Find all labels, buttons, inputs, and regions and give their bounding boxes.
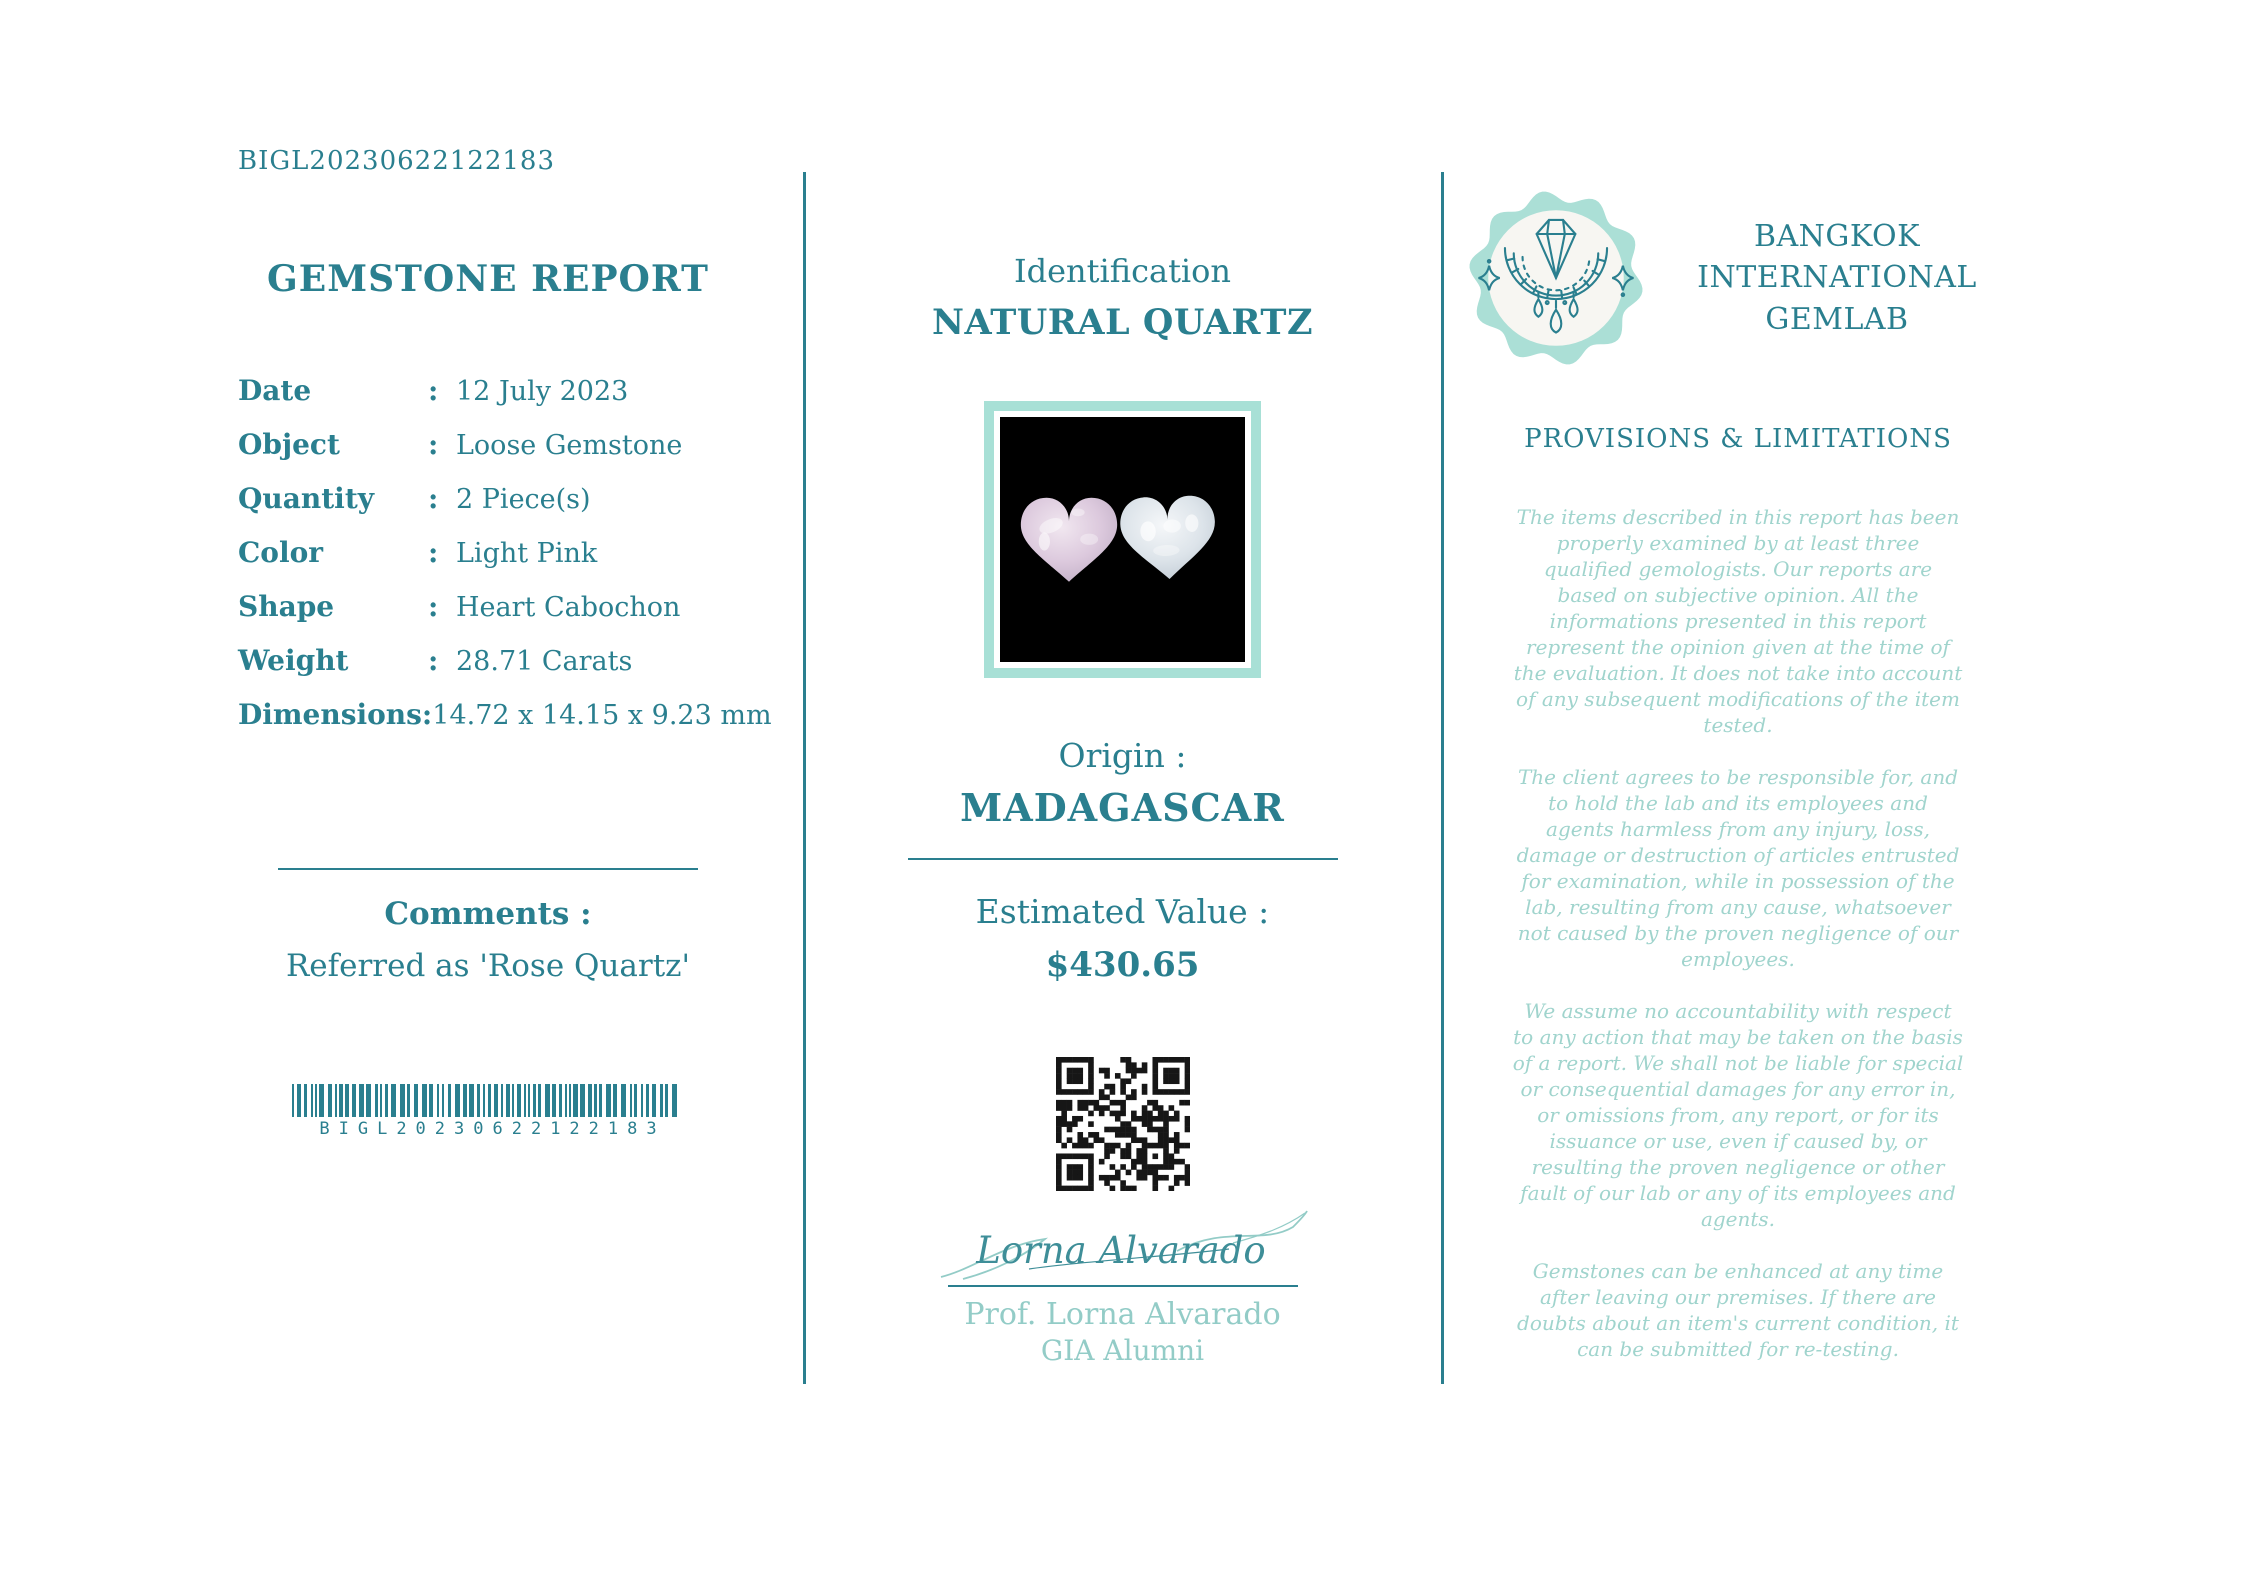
origin-heading: Origin :	[1058, 736, 1187, 775]
field-value: Light Pink	[456, 538, 598, 569]
field-colon: :	[421, 698, 433, 731]
report-column	[238, 146, 772, 1139]
identification-column	[900, 252, 1345, 1367]
field-value: 2 Piece(s)	[456, 484, 591, 515]
field-value: 14.72 x 14.15 x 9.23 mm	[432, 700, 772, 731]
gem-photo-frame	[984, 401, 1261, 678]
field-value: 28.71 Carats	[456, 646, 633, 677]
field-row-color	[238, 526, 738, 580]
field-colon: :	[428, 590, 439, 623]
field-label: Object	[238, 428, 340, 461]
qr-code	[1056, 1057, 1190, 1191]
lab-column	[1468, 190, 2008, 1388]
field-label: Date	[238, 374, 312, 407]
column-divider-left	[803, 172, 806, 1384]
provisions-body	[1512, 504, 1964, 1362]
field-colon: :	[428, 536, 439, 569]
comments-text: Referred as 'Rose Quartz'	[285, 948, 691, 984]
signatory-credential: GIA Alumni	[1040, 1334, 1205, 1367]
field-value: 12 July 2023	[456, 376, 629, 407]
field-label: Color	[238, 536, 324, 569]
gemlab-logo-icon	[1468, 190, 1644, 366]
gem-photo-image	[1000, 417, 1245, 662]
signature-script: Lorna Alvarado	[975, 1229, 1266, 1272]
field-label: Shape	[238, 590, 335, 623]
left-heart-gem	[1021, 498, 1117, 582]
field-row-object	[238, 418, 738, 472]
field-value: Loose Gemstone	[456, 430, 683, 461]
origin-value: MADAGASCAR	[960, 785, 1285, 830]
comments-heading: Comments :	[384, 896, 592, 932]
qr-code-image	[1056, 1057, 1190, 1191]
right-heart-gem	[1119, 495, 1216, 581]
signature-underline	[948, 1285, 1298, 1287]
report-number: BIGL20230622122183	[238, 146, 555, 176]
origin-divider	[908, 858, 1338, 860]
field-label: Weight	[238, 644, 349, 677]
field-label: Quantity	[238, 482, 375, 515]
heart-gems-illustration	[1000, 417, 1245, 662]
comments-divider	[278, 868, 698, 870]
estimated-value-heading: Estimated Value :	[975, 892, 1270, 931]
provisions-paragraph: We assume no accountability with respect to any action that may be taken on the basis of a report. We shall not be liable for special or consequential damages for any error in, or omissions from, any report, or for its issuance or use, even if caused by, or resulting the proven negligence or other fault of our lab or any of its employees and agents.	[1512, 999, 1964, 1231]
field-row-quantity	[238, 472, 738, 526]
provisions-paragraph: The items described in this report has been properly examined by at least three qualified gemologists. Our reports are based on subjective opinion. All the informations presented in this report represent the opinion given at the time of the evaluation. It does not take into account of any subsequent modifications of the item tested.	[1513, 505, 1963, 737]
provisions-paragraph: The client agrees to be responsible for, and to hold the lab and its employees and agents harmless from any injury, loss, damage or destruction of articles entrusted for examination, while in possession of the lab, resulting from any cause, whatsoever not caused by the proven negligence of our employees.	[1516, 765, 1960, 971]
column-divider-right	[1441, 172, 1444, 1384]
provisions-paragraph: Gemstones can be enhanced at any time after leaving our premises. If there are doubts about an item's current condition, it can be submitted for re-testing.	[1517, 1259, 1959, 1361]
field-row-shape	[238, 580, 738, 634]
field-row-weight	[238, 634, 738, 688]
estimated-value-amount: $430.65	[1045, 945, 1200, 985]
signatory-name: Prof. Lorna Alvarado	[964, 1297, 1281, 1332]
lab-header	[1468, 190, 2008, 366]
lab-name: BANGKOK INTERNATIONAL GEMLAB	[1697, 218, 1977, 337]
field-row-date	[238, 364, 738, 418]
field-row-dimensions	[238, 688, 772, 742]
field-value: Heart Cabochon	[456, 592, 681, 623]
field-colon: :	[428, 428, 439, 461]
provisions-heading: PROVISIONS & LIMITATIONS	[1524, 424, 1952, 454]
identification-heading: Identification	[1013, 252, 1232, 290]
signature-image	[933, 1205, 1313, 1291]
field-colon: :	[428, 644, 439, 677]
identification-value: NATURAL QUARTZ	[932, 302, 1313, 343]
gemstone-report-title: GEMSTONE REPORT	[267, 258, 709, 300]
field-colon: :	[428, 374, 439, 407]
field-label: Dimensions	[238, 698, 422, 731]
barcode	[292, 1084, 684, 1139]
field-colon: :	[428, 482, 439, 515]
barcode-bars	[292, 1084, 684, 1117]
report-fields	[238, 364, 772, 742]
barcode-text: BIGL20230622122183	[319, 1119, 666, 1139]
